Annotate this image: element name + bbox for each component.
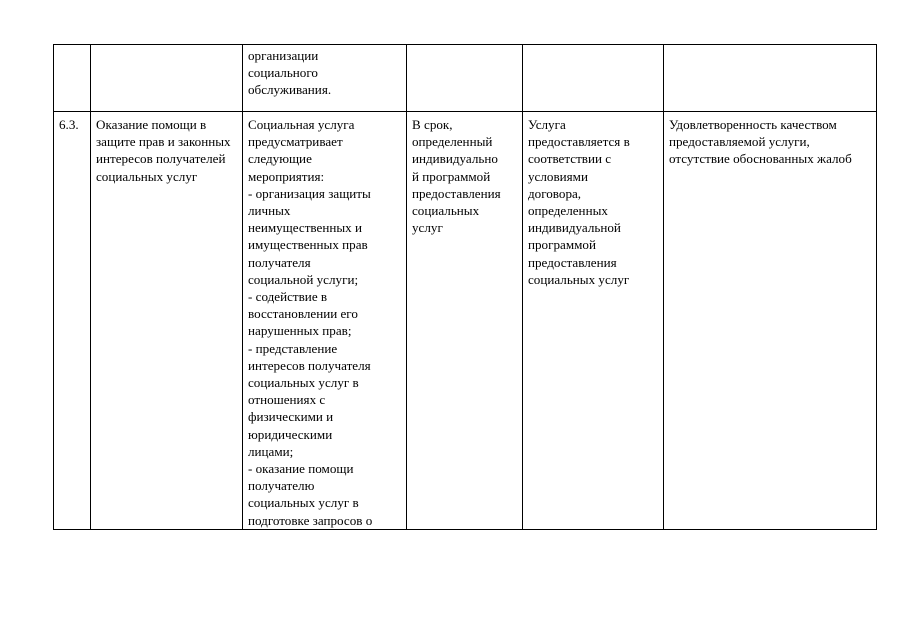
services-table (53, 44, 877, 530)
table-row-6-3 (54, 112, 877, 530)
cell-service-description: организации социального обслуживания. (243, 45, 407, 112)
cell-service-name: Оказание помощи в защите прав и законных интересов получателей социальных услуг (91, 112, 243, 530)
cell-service-description: Социальная услуга предусматривает следующие мероприятия: - организация защиты личных неимущественных и имущественных прав получателя социальной услуги; - содействие в восстановлении его нарушенных прав; - представление интересов получателя социальных услуг в отношениях с физическими и юридическими лицами; - оказание помощи получателю социальных услуг в подготовке запросов о (243, 112, 407, 530)
table-row-continued (54, 45, 877, 112)
cell-quality-indicators: Удовлетворенность качеством предоставляемой услуги, отсутствие обоснованных жалоб (664, 112, 877, 530)
cell-service-name (91, 45, 243, 112)
cell-service-conditions: Услуга предоставляется в соответствии с условиями договора, определенных индивидуальной программой предоставления социальных услуг (523, 112, 664, 530)
cell-number: 6.3. (54, 112, 91, 530)
cell-service-term (407, 45, 523, 112)
cell-service-conditions (523, 45, 664, 112)
cell-service-term: В срок, определенный индивидуально й программой предоставления социальных услуг (407, 112, 523, 530)
cell-number (54, 45, 91, 112)
cell-quality-indicators (664, 45, 877, 112)
